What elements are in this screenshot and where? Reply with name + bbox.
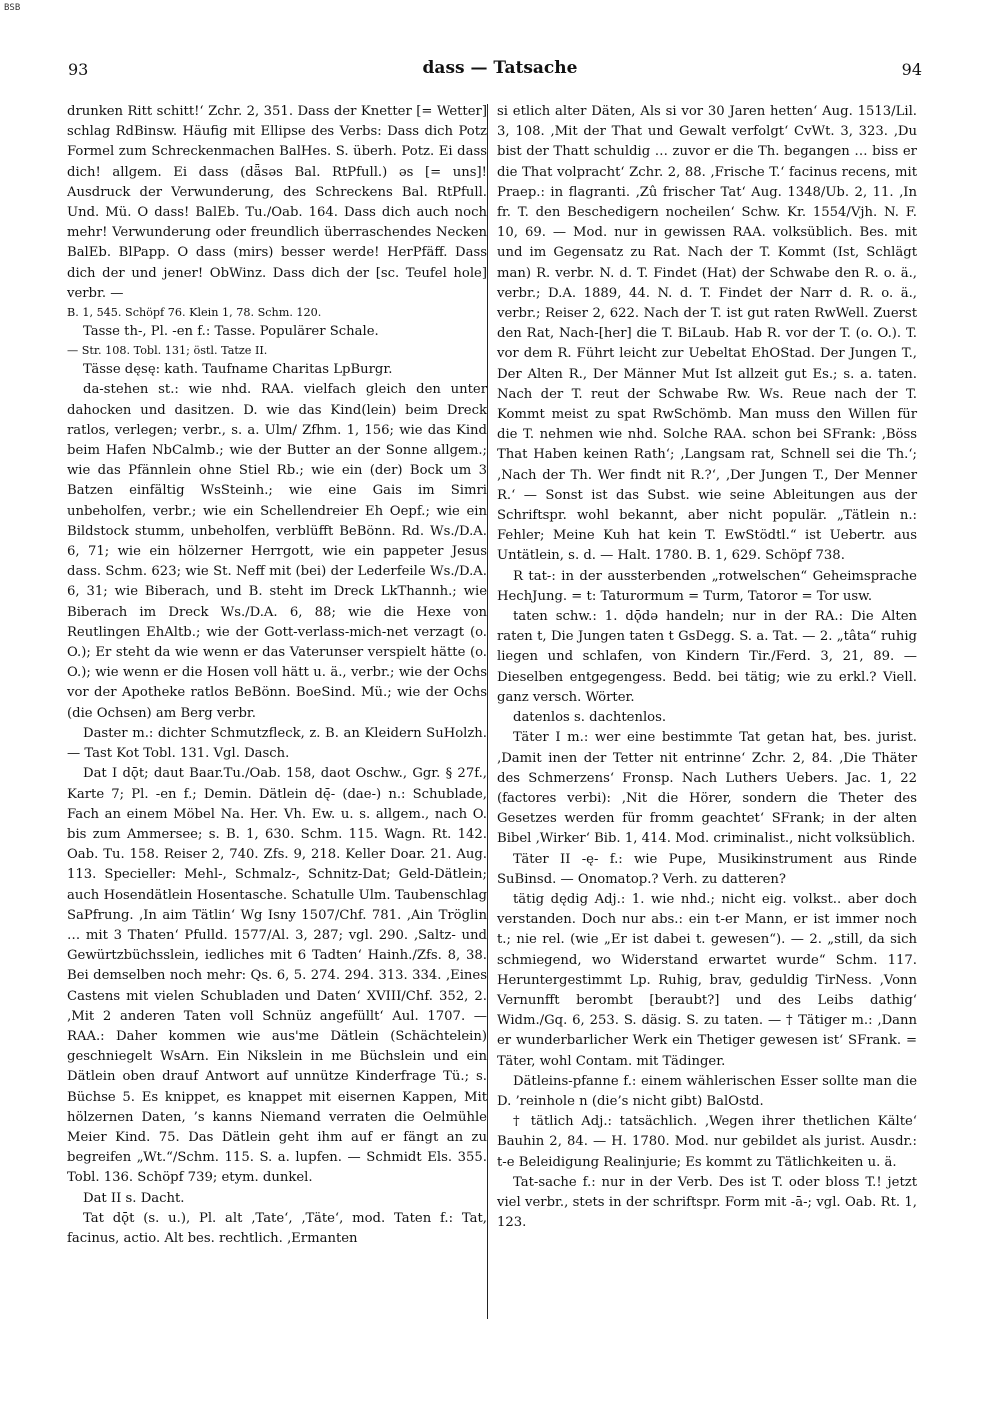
entry-paragraph: Tasse th-, Pl. -en f.: Tasse. Populärer Schale. [83,324,379,340]
entry-paragraph: Dat I dǭt; daut Baar.Tu./Oab. 158, daot Oschw., Ggr. § 27f., Karte 7; Pl. -en f.; Demin. Dätlein dę̄- (dae-) n.: Schublade, Fach an einem Möbel Na. Her. Vh. Ew. u. s. allgem., nach O. bis zum Ammersee; s. B. 1, 630. Schm. 115. Wagn. Rt. 142. Oab. Tu. 158. Reiser 2, 740. Zfs. 9, 218. Keller Doar. 21. Aug. 113. Specieller: Mehl-, Schmalz-, Schnitz-Dat; Geld-Dätlein; auch Hosendätlein Hosentasche. Schatulle Ulm. Taubenschlag SaPfrung. ‚In aim Tätlin‘ Wg Isny 1507/Chf. 781. ‚Ain Tröglin … mit 3 Thaten‘ Pfulld. 1577/Al. 3, 287; vgl. 290. ‚Saltz- und Gewürtzbüchsslein, iedliches mit 6 Tadten‘ Hainh./Zfs. 8, 38. Bei demselben noch mehr: Qs. 6, 5. 274. 294. 313. 334. ‚Eines Castens mit vielen Schubladen und Daten‘ XVIII/Chf. 352, 2. ‚Mit 2 anderen Taten voll Schnüz angefüllt‘ Aul. 1707. — RAA.: Daher kommen wie aus'me Dätlein (Schächtelein) geschniegelt WsArn. Ein Nikslein in me Büchslein und ein Dätlein oben drauf Antwort auf unnütze Kinderfrage Tü.; s. Büchse 5. Es knippet, es knappet mit eisernen Kappen, Mit hölzernen Daten, ’s kanns Niemand verraten die Oelmühle Meier Kind. 75. Das Dätlein geht ihm auf er fängt an zu begreifen „Wt.“/Schm. 115. S. a. lupfen. — Schmidt Els. 355. Tobl. 136. Schöpf 739; etym. dunkel. [67,766,487,1186]
entry-paragraph: taten schw.: 1. dǭdə handeln; nur in der RA.: Die Alten raten t, Die Jungen taten t GsDegg. S. a. Tat. — 2. „tâta“ ruhig liegen und schlafen, von Kindern Tir./Ferd. 3, 21, 89. — Dieselben entgegengess. Bedd. bei tätig; wie zu erkl.? Viell. ganz versch. Wörter. [497,609,917,705]
entry-paragraph: R tat-: in der aussterbenden „rotwelschen“ Geheimsprache HechJung. = t: Taturormum = Turm, Tatoror = Tor usw. [497,568,917,604]
entry-paragraph: Täter II -ę- f.: wie Pupe, Musikinstrument aus Rinde SuBinsd. — Onomatop.? Verh. zu datteren? [497,851,917,887]
entry-paragraph: si etlich alter Däten, Als si vor 30 Jaren hetten‘ Aug. 1513/Lil. 3, 108. ‚Mit der That und Gewalt verfolgt‘ CvWt. 3, 323. ‚Du bist der Thatt schuldig … zuvor er die Th. begangen … biss er die That volpracht‘ Zchr. 2, 88. ‚Frische T.‘ facinus recens, mit Praep.: in flagranti. ‚Zû frischer Tat‘ Aug. 1348/Ub. 2, 11. ‚In fr. T. den Beschedigern nocheilen‘ Schw. Kr. 1554/Vjh. N. F. 10, 69. — Mod. nur in gewissen RAA. volksüblich. Bes. mit und im Gegensatz zu Rat. Nach der T. Kommt (Ist, Schlägt man) R. verbr. N. d. T. Findet (Hat) der Schwabe den R. o. ä., verbr.; D.A. 1889, 44. N. d. T. Findet der Narr d. R. o. ä., verbr.; Reiser 2, 622. Nach der T. ist gut raten RwWell. Zuerst den Rat, Nach-[her] die T. BiLaub. Hab R. vor der T. (o. O.). T. vor dem R. Führt leicht zur Uebeltat EhOStad. Der Jungen T., Der Alten R., Der Männer Mut Ist allzeit gut Es.; s. a. taten. Nach der T. reut der Schwabe Rw. Ws. Reue nach der T. Kommt meist zu spat RwSchömb. Man muss den Willen für die T. nehmen wie nhd. Solche RAA. schon bei SFrank: ‚Böss That Haben keinen Rath‘; ‚Langsam rat, Schnell sei die Th.‘; ‚Nach der Th. Wer findt nit R.?‘, ‚Der Jungen T., Der Menner R.‘ — Sonst ist das Subst. wie seine Ableitungen aus der Schriftspr. wohl bekannt, aber nicht populär. „Tätlein n.: Fehler; Meine Kuh hat kein T. EwStödtl.“ ist Uebertr. aus Untätlein, s. d. — Halt. 1780. B. 1, 629. Schöpf 738. [497,104,917,564]
right-column [497,102,917,1233]
entry-paragraph: Tässe dęsę: kath. Taufname Charitas LpBurgr. [83,362,393,378]
entry-paragraph: da-stehen st.: wie nhd. RAA. vielfach gleich den unter dahocken und dasitzen. D. wie das Kind(lein) beim Dreck ratlos, verlegen; verbr., s. a. Ulm/ Zfhm. 1, 156; wie das Kind beim Hafen NbCalmb.; wie der Butter an der Sonne allgem.; wie das Pfännlein ohne Stiel Rb.; wie ein (der) Bock um 3 Batzen einfältig WsSteinh.; wie eine Gais im Simri unbeholfen, verbr.; wie ein Schellendreier Eh Oepf.; wie ein Bildstock stumm, unbeholfen, verblüfft BeBönn. Rd. Ws./D.A. 6, 71; wie ein hölzerner Herrgott, wie ein pappeter Jesus dass. Schm. 623; wie St. Neff mit (bei) der Lederfeile Ws./D.A. 6, 31; wie Biberach, und B. steht im Dreck LkThannh.; wie Biberach im Dreck Ws./D.A. 6, 88; wie die Hexe von Reutlingen EhAltb.; wie der Gott-verlass-mich-net verzagt (o. O.); Er steht da wie wenn er das Vaterunser verspielt hätte (o. O.); wie wenn er die Hosen voll hätt u. ä., verbr.; wie der Ochs vor der Apotheke ratlos BeBönn. BoeSind. Mü.; wie der Ochs (die Ochsen) am Berg verbr. [67,382,487,721]
entry-paragraph: Tat-sache f.: nur in der Verb. Des ist T. oder bloss T.! jetzt viel verbr., stets in der schriftspr. Form mit -ā-; vgl. Oab. Rt. 1, 123. [497,1174,917,1231]
entry-paragraph: drunken Ritt schitt!‘ Zchr. 2, 351. Dass der Knetter [= Wetter] schlag RdBinsw. Häufig mit Ellipse des Verbs: Dass dich Potz Formel zum Schreckenmachen BalHes. S. überh. Potz. Ei dass dich! allgem. Ei dass (dǟsəs Bal. RtPfull.) əs [= uns]! Ausdruck der Verwunderung, des Schreckens Bal. RtPfull. Und. Mü. O dass! BalEb. Tu./Oab. 164. Dass dich auch noch mehr! Verwunderung oder freundlich überraschendes Necken BalEb. BlPapp. O dass (mirs) besser werde! HerPfäff. Dass dich der und jener! ObWinz. Dass dich der [sc. Teufel hole] verbr. — [67,104,487,301]
page-number-left: 93 [68,60,89,79]
entry-paragraph: Täter I m.: wer eine bestimmte Tat getan hat, bes. jurist. ‚Damit inen der Tetter nit entrinne‘ Zchr. 2, 84. ‚Die Thäter des Schmerzens‘ Fronsp. Nach Luthers Uebers. Jac. 1, 22 (factores verbi): ‚Nit die Hörer, sondern die Theter des Gesetzes werden für fromm geachtet‘ SFrank; in der alten Bibel ‚Wirker‘ Bib. 1, 414. Mod. criminalist., nicht volksüblich. [497,730,917,847]
column-divider [487,104,488,1319]
entry-paragraph: datenlos s. dachtenlos. [513,710,667,726]
entry-paragraph: † tätlich Adj.: tatsächlich. ‚Wegen ihrer thetlichen Kälte‘ Bauhin 2, 84. — H. 1780. Mod. nur gebildet als jurist. Ausdr.: t-e Beleidigung Realinjurie; Es kommt zu Tätlichkeiten u. ä. [497,1114,917,1170]
entry-paragraph: tätig dędig Adj.: 1. wie nhd.; nicht eig. volkst.. aber doch verstanden. Doch nur abs.: ein t-er Mann, er ist immer noch t.; nie rel. (wie „Er ist dabei t. gewesen“). — 2. „still, da sich schmiegend, wo Widerstand erwartet wurde“ Schm. 117. Heruntergestimmt Lp. Ruhig, brav, geduldig TirNess. ‚Vonn Vernunfft berombt [beraubt?] und des Leibs dathig‘ Widm./Gq. 6, 253. S. däsig. S. zu taten. — † Tätiger m.: ‚Dann er wunderbarlicher Werk ein Thetiger gewesen ist‘ SFrank. = Täter, wohl Contam. mit Tädinger. [497,891,917,1069]
page-number-right: 94 [901,60,922,79]
entry-paragraph: Dat II s. Dacht. [83,1190,185,1206]
entry-paragraph: Dätleins-pfanne f.: einem wählerischen Esser sollte man die D. ’reinhole n (die’s nicht gibt) BalOstd. [497,1073,917,1109]
entry-paragraph: B. 1, 545. Schöpf 76. Klein 1, 78. Schm. 120. [67,306,322,320]
left-column [67,102,487,1249]
library-stamp: BSB [4,3,21,13]
running-head: dass — Tatsache [422,58,578,78]
entry-paragraph: — Str. 108. Tobl. 131; östl. Tatze II. [67,344,268,358]
entry-paragraph: Daster m.: dichter Schmutzfleck, z. B. an Kleidern SuHolzh. — Tast Kot Tobl. 131. Vgl. Dasch. [67,725,487,762]
entry-paragraph: Tat dǭt (s. u.), Pl. alt ‚Tate‘, ‚Täte‘, mod. Taten f.: Tat, facinus, actio. Alt bes. rechtlich. ‚Ermanten [67,1210,487,1246]
